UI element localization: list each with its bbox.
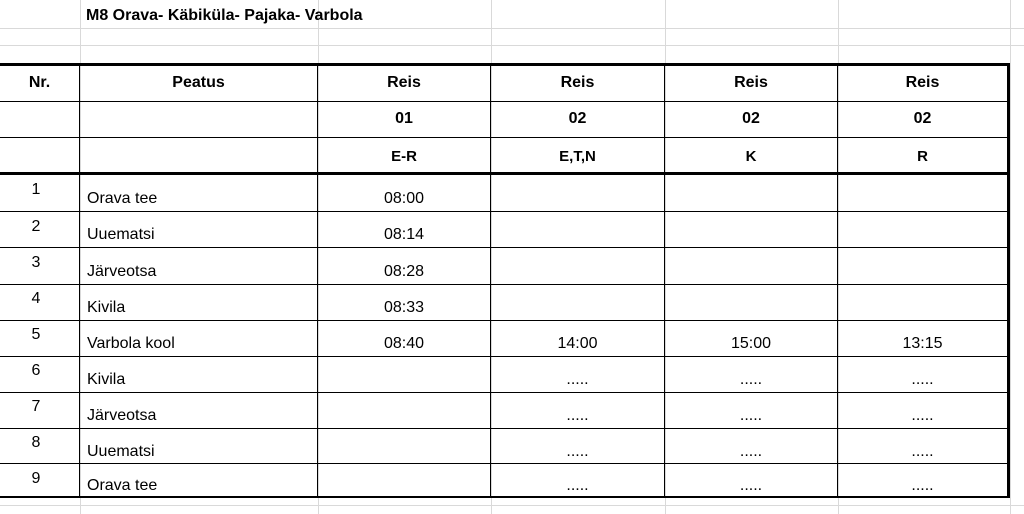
header-trip-label[interactable]: Reis	[905, 74, 940, 91]
time-cell[interactable]: 08:00	[383, 190, 425, 207]
schedule-table	[0, 63, 1010, 498]
time-cell[interactable]: 08:28	[383, 263, 425, 280]
header-trip-number[interactable]: 01	[395, 110, 413, 127]
sheet-title[interactable]: M8 Orava- Käbiküla- Pajaka- Varbola	[86, 7, 363, 24]
time-cell[interactable]: 14:00	[557, 335, 598, 352]
row-divider	[0, 211, 1007, 212]
time-cell[interactable]: .....	[566, 477, 589, 494]
time-cell[interactable]: 08:40	[383, 335, 425, 352]
row-number[interactable]: 8	[31, 434, 41, 451]
stop-name[interactable]: Orava tee	[87, 190, 158, 207]
time-cell[interactable]: .....	[739, 477, 763, 494]
row-divider	[0, 101, 1007, 102]
grid-row-line	[0, 45, 1024, 46]
header-trip-label[interactable]: Reis	[560, 74, 595, 91]
header-peatus[interactable]: Peatus	[172, 74, 225, 91]
time-cell[interactable]: 13:15	[902, 335, 943, 352]
row-divider	[0, 137, 1007, 138]
grid-row-line	[0, 505, 1024, 506]
grid-col-line	[1010, 0, 1011, 514]
stop-name[interactable]: Uuematsi	[87, 226, 155, 243]
time-cell[interactable]: .....	[911, 443, 934, 460]
row-number[interactable]: 4	[31, 290, 41, 307]
grid-row-line	[0, 28, 1024, 29]
time-cell[interactable]: .....	[739, 407, 763, 424]
stop-name[interactable]: Varbola kool	[87, 335, 175, 352]
time-cell[interactable]: 08:14	[383, 226, 425, 243]
row-divider	[0, 356, 1007, 357]
row-divider	[0, 247, 1007, 248]
col-divider	[664, 66, 665, 498]
time-cell[interactable]: .....	[566, 371, 589, 388]
col-divider	[79, 66, 80, 498]
header-bottom-border	[0, 172, 1007, 175]
row-number[interactable]: 1	[31, 181, 41, 198]
row-number[interactable]: 9	[31, 470, 41, 487]
row-divider	[0, 320, 1007, 321]
time-cell[interactable]: .....	[911, 371, 934, 388]
time-cell[interactable]: 15:00	[730, 335, 772, 352]
row-number[interactable]: 3	[31, 254, 41, 271]
header-trip-days[interactable]: K	[745, 148, 757, 165]
row-number[interactable]: 6	[31, 362, 41, 379]
row-divider	[0, 428, 1007, 429]
stop-name[interactable]: Kivila	[87, 371, 126, 388]
col-divider	[837, 66, 838, 498]
time-cell[interactable]: .....	[739, 443, 763, 460]
col-divider	[490, 66, 491, 498]
header-trip-label[interactable]: Reis	[387, 74, 421, 91]
header-trip-label[interactable]: Reis	[734, 74, 768, 91]
time-cell[interactable]: .....	[566, 443, 589, 460]
time-cell[interactable]: 08:33	[383, 299, 425, 316]
header-trip-number[interactable]: 02	[568, 110, 587, 127]
row-divider	[0, 284, 1007, 285]
header-trip-days[interactable]: E-R	[391, 148, 417, 165]
header-trip-days[interactable]: E,T,N	[559, 148, 596, 165]
time-cell[interactable]: .....	[566, 407, 589, 424]
time-cell[interactable]: .....	[911, 407, 934, 424]
row-divider	[0, 463, 1007, 464]
time-cell[interactable]: .....	[739, 371, 763, 388]
col-divider	[317, 66, 318, 498]
row-divider	[0, 392, 1007, 393]
stop-name[interactable]: Järveotsa	[87, 407, 157, 424]
row-number[interactable]: 7	[31, 398, 41, 415]
stop-name[interactable]: Järveotsa	[87, 263, 157, 280]
time-cell[interactable]: .....	[911, 477, 934, 494]
header-nr[interactable]: Nr.	[28, 74, 51, 91]
header-trip-number[interactable]: 02	[913, 110, 932, 127]
header-trip-days[interactable]: R	[917, 148, 928, 165]
row-number[interactable]: 2	[31, 218, 41, 235]
stop-name[interactable]: Kivila	[87, 299, 126, 316]
stop-name[interactable]: Orava tee	[87, 477, 158, 494]
stop-name[interactable]: Uuematsi	[87, 443, 155, 460]
row-number[interactable]: 5	[31, 326, 41, 343]
header-trip-number[interactable]: 02	[742, 110, 760, 127]
